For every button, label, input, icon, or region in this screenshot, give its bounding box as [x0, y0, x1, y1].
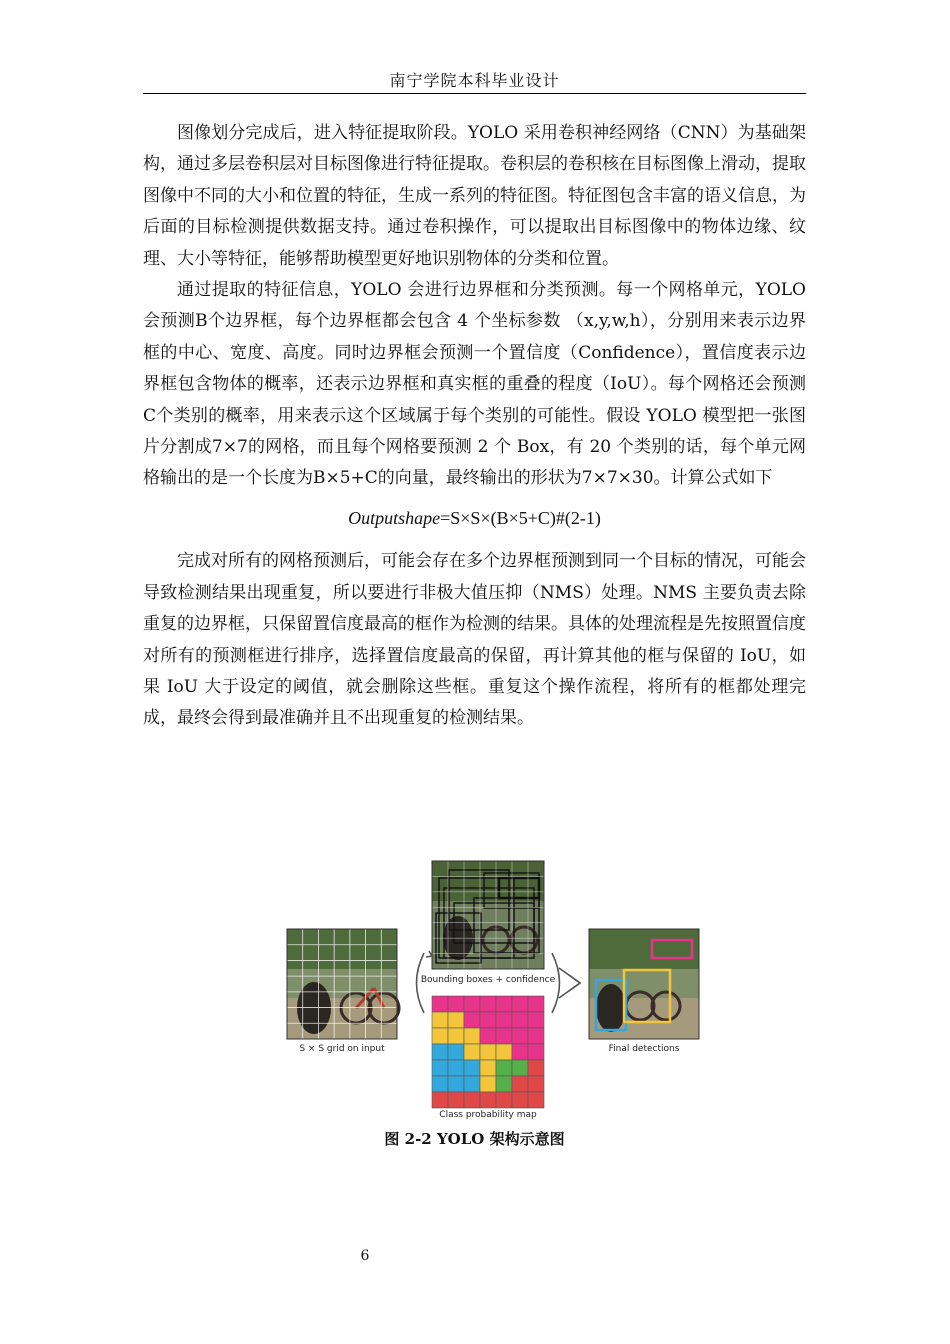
class-cell-magenta	[528, 1028, 544, 1044]
class-cell-yellow	[448, 1028, 464, 1044]
class-cell-yellow	[432, 1012, 448, 1028]
final-detections-image	[589, 929, 699, 1039]
page-number: 6	[360, 1248, 370, 1264]
class-cell-yellow	[496, 1044, 512, 1060]
label-classmap: Class probability map	[439, 1110, 537, 1120]
arrow-left-head	[426, 951, 432, 957]
label-boxes: Bounding boxes + confidence	[420, 975, 556, 985]
paragraph-2: 通过提取的特征信息，YOLO 会进行边界框和分类预测。每一个网格单元，YOLO 会预测B个边界框，每个边界框都会包含 4 个坐标参数 （x,y,w,h），分别用来表示边界框的中心、宽度、高度。同时边界框会预测一个置信度（Confidence），置信度表示边界框包含物体的概率，还表示边界框和真实框的重叠的程度（IoU）。每个网格还会预测C个类别的概率，用来表示这个区域属于每个类别的可能性。假设 YOLO 模型把一张图片分割成7×7的网格，而且每个网格要预测 2 个 Box，有 20 个类别的话，每个单元网格输出的是一个长度为B×5+C的向量，最终输出的形状为7×7×30。计算公式如下	[143, 280, 807, 489]
class-cell-red	[512, 1076, 528, 1092]
class-cell-blue	[448, 1076, 464, 1092]
class-cell-blue	[448, 1044, 464, 1060]
class-cell-green	[512, 1060, 528, 1076]
class-cell-red	[464, 1092, 480, 1108]
class-cell-blue	[448, 1060, 464, 1076]
class-cell-red	[496, 1092, 512, 1108]
class-cell-magenta	[528, 1012, 544, 1028]
class-cell-blue	[464, 1076, 480, 1092]
class-cell-yellow	[480, 1060, 496, 1076]
class-cell-magenta	[432, 996, 448, 1012]
class-cell-magenta	[496, 996, 512, 1012]
header-rule	[143, 93, 806, 94]
body-text	[143, 118, 806, 735]
class-cell-magenta	[496, 1012, 512, 1028]
label-final: Final detections	[608, 1044, 680, 1054]
class-cell-blue	[464, 1060, 480, 1076]
class-cell-magenta	[512, 996, 528, 1012]
class-cell-red	[448, 1092, 464, 1108]
formula-2-1	[143, 503, 806, 534]
class-cell-blue	[432, 1076, 448, 1092]
class-cell-red	[432, 1092, 448, 1108]
class-cell-magenta	[448, 996, 464, 1012]
paragraph-1: 图像划分完成后，进入特征提取阶段。YOLO 采用卷积神经网络（CNN）为基础架构，通过多层卷积层对目标图像进行特征提取。卷积层的卷积核在目标图像上滑动，提取图像中不同的大小和位置的特征，生成一系列的特征图。特征图包含丰富的语义信息，为后面的目标检测提供数据支持。通过卷积操作，可以提取出目标图像中的物体边缘、纹理、大小等特征，能够帮助模型更好地识别物体的分类和位置。	[143, 123, 806, 269]
class-cell-magenta	[480, 996, 496, 1012]
class-cell-magenta	[464, 1012, 480, 1028]
formula-rhs: =S×S×(B×5+C)#(2-1)	[440, 507, 601, 528]
class-cell-magenta	[512, 1044, 528, 1060]
class-cell-yellow	[432, 1028, 448, 1044]
formula-lhs: Outputshape	[348, 507, 441, 528]
page-header: 南宁学院本科毕业设计	[389, 71, 560, 90]
class-cell-magenta	[528, 996, 544, 1012]
paragraph-3: 完成对所有的网格预测后，可能会存在多个边界框预测到同一个目标的情况，可能会导致检测结果出现重复，所以要进行非极大值压抑（NMS）处理。NMS 主要负责去除重复的边界框，只保留置信度最高的框作为检测的结果。具体的处理流程是先按照置信度对所有的预测框进行排序，选择置信度最高的保留，再计算其他的框与保留的 IoU，如果 IoU 大于设定的阈值，就会删除这些框。重复这个操作流程，将所有的框都处理完成，最终会得到最准确并且不出现重复的检测结果。	[143, 551, 806, 729]
class-cell-magenta	[480, 1028, 496, 1044]
class-cell-yellow	[464, 1044, 480, 1060]
yolo-diagram	[284, 858, 704, 1122]
yolo-figure	[284, 858, 704, 1122]
label-grid: S × S grid on input	[299, 1044, 385, 1054]
class-cell-yellow	[464, 1028, 480, 1044]
arrow-right-head	[569, 975, 580, 991]
class-cell-green	[496, 1060, 512, 1076]
bounding-boxes-image	[432, 861, 544, 969]
class-cell-red	[480, 1092, 496, 1108]
class-cell-magenta	[528, 1044, 544, 1060]
class-cell-yellow	[480, 1044, 496, 1060]
class-cell-red	[512, 1092, 528, 1108]
figure-caption: 图 2-2 YOLO 架构示意图	[384, 1130, 565, 1148]
class-cell-red	[528, 1076, 544, 1092]
class-cell-yellow	[448, 1012, 464, 1028]
arrow-right-body	[559, 968, 580, 998]
class-cell-blue	[432, 1044, 448, 1060]
class-cell-green	[496, 1076, 512, 1092]
class-cell-magenta	[496, 1028, 512, 1044]
class-cell-yellow	[480, 1076, 496, 1092]
class-cell-magenta	[512, 1012, 528, 1028]
class-cell-red	[528, 1060, 544, 1076]
input-grid-image	[287, 929, 399, 1039]
class-cell-magenta	[480, 1012, 496, 1028]
class-cell-blue	[432, 1060, 448, 1076]
class-cell-magenta	[512, 1028, 528, 1044]
class-cell-red	[528, 1092, 544, 1108]
class-cell-magenta	[464, 996, 480, 1012]
class-probability-map	[432, 996, 544, 1108]
